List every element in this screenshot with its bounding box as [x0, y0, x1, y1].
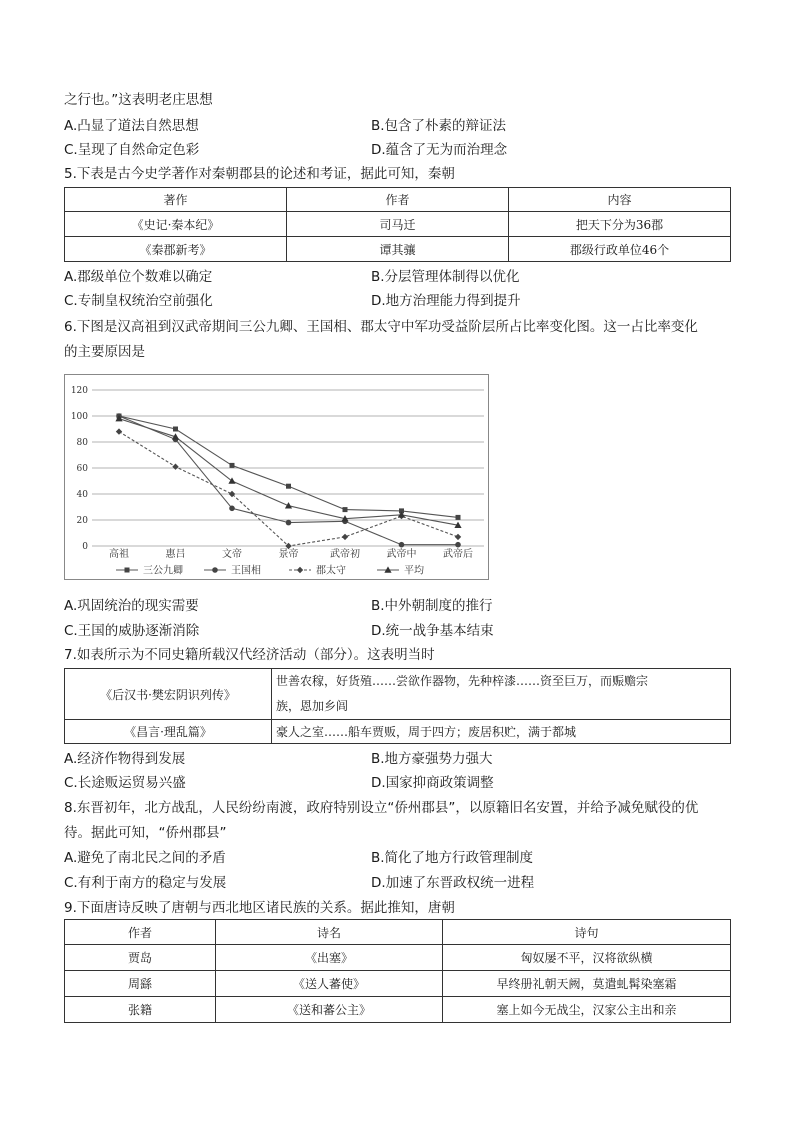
x-tick-label: 惠吕	[165, 549, 186, 560]
q5-header-work: 著作	[65, 188, 287, 212]
q9-header-verse: 诗句	[443, 920, 731, 945]
data-point	[286, 520, 292, 526]
q5-option-c[interactable]: C.专制皇权统治空前强化	[64, 293, 213, 309]
q8-option-c[interactable]: C.有利于南方的稳定与发展	[64, 875, 227, 891]
legend-marker	[125, 568, 130, 573]
q5-option-d[interactable]: D.地方治理能力得到提升	[371, 293, 521, 309]
q5-cell-content: 把天下分为36郡	[509, 212, 731, 237]
y-tick-label: 0	[82, 542, 88, 552]
data-point	[455, 534, 461, 540]
legend-label: 王国相	[231, 565, 261, 577]
q7-table	[64, 668, 731, 744]
q5-stem: 5.下表是古今史学著作对秦朝郡县的论述和考证，据此可知，秦朝	[64, 166, 455, 182]
table-row	[65, 945, 731, 971]
q9-header-title: 诗名	[216, 920, 443, 945]
q5-cell-author: 司马迁	[287, 212, 509, 237]
q9-header-author: 作者	[65, 920, 216, 945]
chart-svg	[64, 374, 489, 580]
q4-stem-continuation: 之行也。”这表明老庄思想	[64, 92, 213, 108]
q6-option-a[interactable]: A.巩固统治的现实需要	[64, 598, 199, 614]
q9-table	[64, 919, 731, 1023]
data-point	[229, 506, 235, 512]
table-row	[65, 997, 731, 1023]
q5-table	[64, 187, 731, 262]
q6-line-chart	[64, 374, 489, 580]
x-tick-label: 景帝	[278, 549, 299, 560]
q6-option-b[interactable]: B.中外朝制度的推行	[371, 598, 493, 614]
q9-stem: 9.下面唐诗反映了唐朝与西北地区诸民族的关系。据此推知，唐朝	[64, 900, 455, 916]
q9-table-header-row	[65, 920, 731, 945]
data-point	[456, 515, 461, 520]
q9-cell-author: 贾岛	[65, 945, 216, 971]
data-point	[343, 507, 348, 512]
q4-option-b[interactable]: B.包含了朴素的辩证法	[371, 118, 507, 134]
y-tick-label: 60	[76, 464, 88, 474]
series-line	[119, 419, 458, 526]
x-tick-label: 武帝后	[443, 549, 473, 560]
q6-option-c[interactable]: C.王国的威胁逐渐消除	[64, 623, 200, 639]
q9-cell-title: 《送人蕃使》	[216, 971, 443, 997]
data-point	[399, 542, 405, 548]
y-tick-label: 20	[76, 516, 88, 526]
q5-cell-work: 《史记·秦本纪》	[65, 212, 287, 237]
table-row	[65, 669, 731, 720]
table-row	[65, 720, 731, 744]
q5-table-header-row	[65, 188, 731, 212]
data-point	[455, 542, 461, 548]
q7-cell-record: 豪人之室……船车贾贩，周于四方；废居积贮，满于都城	[272, 720, 731, 744]
q5-cell-content: 郡级行政单位46个	[509, 237, 731, 262]
q7-option-a[interactable]: A.经济作物得到发展	[64, 751, 186, 767]
table-row	[65, 237, 731, 262]
data-point	[116, 428, 122, 434]
q5-header-content: 内容	[509, 188, 731, 212]
q7-option-b[interactable]: B.地方豪强势力强大	[371, 751, 493, 767]
q8-stem-line1: 8.东晋初年，北方战乱，人民纷纷南渡，政府特别设立“侨州郡县”，以原籍旧名安置，并给予减免赋役的优	[64, 800, 699, 816]
q7-cell-source: 《昌言·理乱篇》	[65, 720, 272, 744]
q7-option-d[interactable]: D.国家抑商政策调整	[371, 775, 494, 791]
y-tick-label: 120	[70, 386, 88, 396]
q5-option-a[interactable]: A.郡级单位个数难以确定	[64, 269, 213, 285]
q8-option-d[interactable]: D.加速了东晋政权统一进程	[371, 875, 535, 891]
q7-record-line2: 族，恩加乡闾	[276, 699, 349, 713]
q9-cell-title: 《出塞》	[216, 945, 443, 971]
q9-cell-author: 周繇	[65, 971, 216, 997]
q9-cell-verse: 匈奴屡不平，汉将欲纵横	[443, 945, 731, 971]
q9-cell-title: 《送和蕃公主》	[216, 997, 443, 1023]
q5-cell-work: 《秦郡新考》	[65, 237, 287, 262]
x-tick-label: 武帝中	[386, 549, 417, 560]
q6-option-d[interactable]: D.统一战争基本结束	[371, 623, 494, 639]
q5-cell-author: 谭其骧	[287, 237, 509, 262]
q7-record-line1: 世善农稼，好货殖……尝欲作器物，先种梓漆……资至巨万，而赈赡宗	[276, 674, 649, 688]
q7-option-c[interactable]: C.长途贩运贸易兴盛	[64, 775, 186, 791]
x-tick-label: 高祖	[109, 549, 129, 560]
q8-option-b[interactable]: B.简化了地方行政管理制度	[371, 850, 534, 866]
data-point	[172, 464, 178, 470]
legend-label: 郡太守	[316, 565, 346, 577]
q9-cell-verse: 塞上如今无战尘，汉家公主出和亲	[443, 997, 731, 1023]
q7-cell-record	[272, 669, 731, 720]
q6-stem-line2: 的主要原因是	[64, 344, 145, 360]
q9-cell-author: 张籍	[65, 997, 216, 1023]
x-tick-label: 文帝	[222, 549, 242, 560]
legend-label: 三公九卿	[143, 565, 183, 577]
y-tick-label: 100	[70, 412, 88, 422]
q5-option-b[interactable]: B.分层管理体制得以优化	[371, 269, 520, 285]
q4-option-c[interactable]: C.呈现了自然命定色彩	[64, 142, 200, 158]
q7-stem: 7.如表所示为不同史籍所载汉代经济活动（部分）。这表明当时	[64, 647, 435, 663]
q9-cell-verse: 早终册礼朝天阙，莫遣虬髯染塞霜	[443, 971, 731, 997]
data-point	[398, 511, 405, 517]
y-tick-label: 40	[76, 490, 88, 500]
q6-stem-line1: 6.下图是汉高祖到汉武帝期间三公九卿、王国相、郡太守中军功受益阶层所占比率变化图。这一占比率变化	[64, 319, 698, 335]
q7-cell-source: 《后汉书·樊宏阴识列传》	[65, 669, 272, 720]
data-point	[285, 502, 292, 508]
q4-option-a[interactable]: A.凸显了道法自然思想	[64, 118, 199, 134]
q5-header-author: 作者	[287, 188, 509, 212]
q8-option-a[interactable]: A.避免了南北民之间的矛盾	[64, 850, 226, 866]
series-line	[119, 432, 458, 546]
table-row	[65, 971, 731, 997]
legend-marker	[297, 567, 303, 573]
table-row	[65, 212, 731, 237]
data-point	[173, 427, 178, 432]
q4-option-d[interactable]: D.蕴含了无为而治理念	[371, 142, 508, 158]
y-tick-label: 80	[76, 438, 88, 448]
q8-stem-line2: 待。据此可知，“侨州郡县”	[64, 825, 227, 841]
x-tick-label: 武帝初	[330, 549, 360, 560]
legend-marker	[212, 567, 218, 573]
data-point	[286, 484, 291, 489]
legend-label: 平均	[404, 565, 424, 577]
data-point	[230, 463, 235, 468]
data-point	[342, 534, 348, 540]
